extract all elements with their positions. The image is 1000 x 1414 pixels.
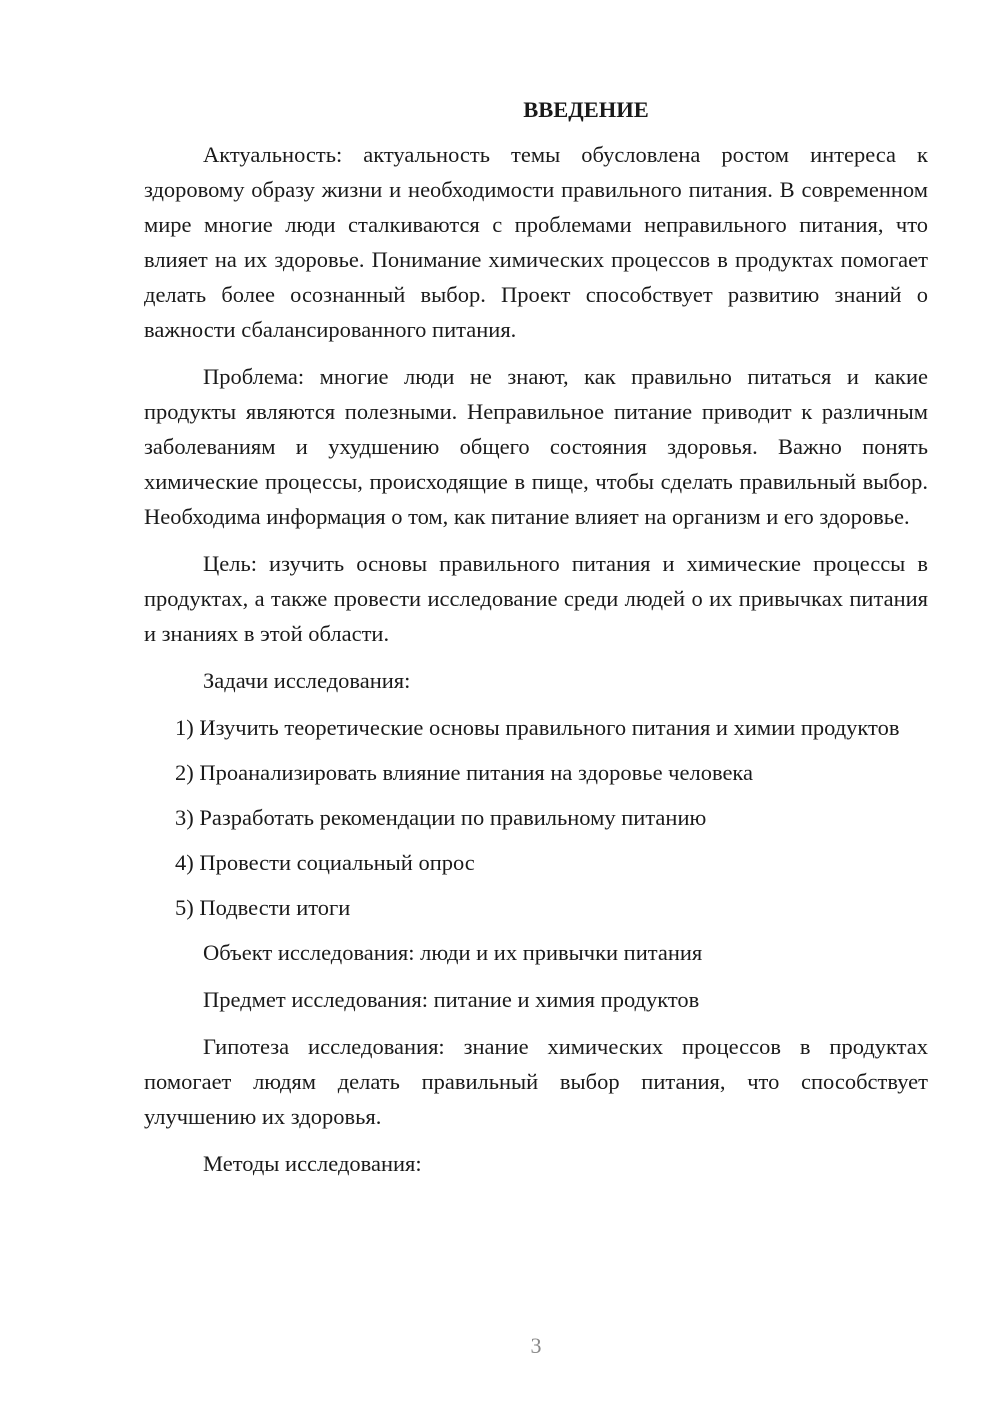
research-object: Объект исследования: люди и их привычки питания <box>203 940 703 965</box>
page-number: 3 <box>530 1333 542 1358</box>
task-item: 1) Изучить теоретические основы правильного питания и химии продуктов <box>175 715 900 740</box>
task-item: 4) Провести социальный опрос <box>175 850 475 875</box>
tasks-heading: Задачи исследования: <box>203 668 411 693</box>
task-item: 5) Подвести итоги <box>175 895 351 920</box>
section-heading: ВВЕДЕНИЕ <box>523 97 649 122</box>
research-subject: Предмет исследования: питание и химия продуктов <box>203 987 700 1012</box>
research-hypothesis: Гипотеза исследования: знание химических процессов в продуктах помогает людям делать правильный выбор питания, что способствует улучшению их здоровья. <box>144 1034 928 1129</box>
problem-paragraph: Проблема: многие люди не знают, как правильно питаться и какие продукты являются полезными. Неправильное питание приводит к различным заболеваниям и ухудшению общего состояния здоровья. Важно понять химические процессы, происходящие в пище, чтобы сделать правильный выбор. Необходима информация о том, как питание влияет на организм и его здоровье. <box>144 364 928 529</box>
task-item: 3) Разработать рекомендации по правильному питанию <box>175 805 707 830</box>
task-item: 2) Проанализировать влияние питания на здоровье человека <box>175 760 754 785</box>
goal-paragraph: Цель: изучить основы правильного питания и химические процессы в продуктах, а также провести исследование среди людей о их привычках питания и знаниях в этой области. <box>144 551 928 646</box>
relevance-paragraph: Актуальность: актуальность темы обусловлена ростом интереса к здоровому образу жизни и необходимости правильного питания. В современном мире многие люди сталкиваются с проблемами неправильного питания, что влияет на их здоровье. Понимание химических процессов в продуктах помогает делать более осознанный выбор. Проект способствует развитию знаний о важности сбалансированного питания. <box>144 142 928 342</box>
page-content <box>144 93 928 1193</box>
research-methods-heading: Методы исследования: <box>203 1151 422 1176</box>
